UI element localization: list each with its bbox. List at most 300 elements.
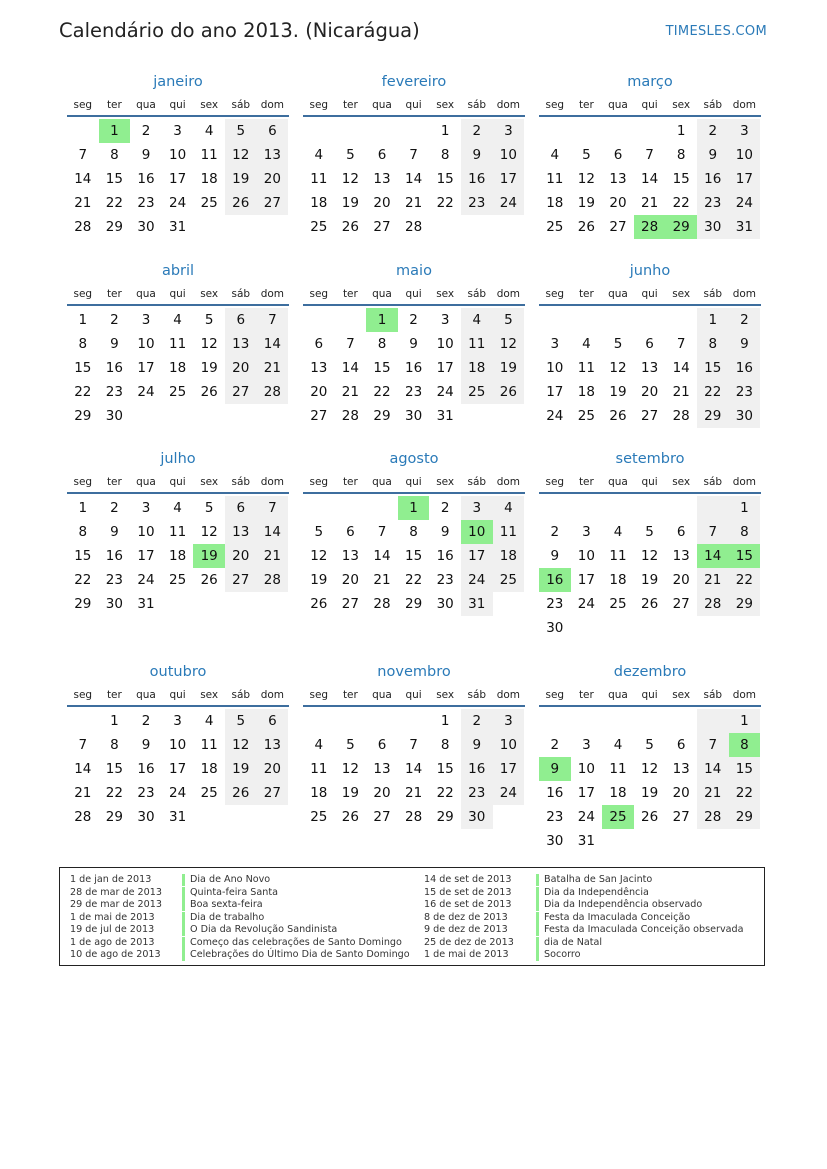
day-cell[interactable]: 30 [461,805,493,829]
day-cell[interactable]: 9 [461,143,493,167]
day-cell[interactable]: 19 [493,356,525,380]
day-cell[interactable]: 25 [546,219,564,235]
day-cell[interactable]: 26 [577,219,595,235]
day-cell[interactable]: 21 [373,572,391,588]
day-cell[interactable]: 28 [672,408,690,424]
day-cell[interactable]: 17 [493,757,525,781]
day-cell[interactable]: 18 [200,761,218,777]
day-cell[interactable]: 23 [546,596,564,612]
day-cell[interactable]: 26 [200,572,218,588]
day-cell[interactable]: 10 [493,733,525,757]
day-cell[interactable]: 7 [697,520,729,544]
day-cell[interactable]: 13 [672,761,690,777]
day-cell[interactable]: 20 [341,572,359,588]
day-cell[interactable]: 13 [257,733,289,757]
day-cell[interactable]: 29 [74,596,92,612]
day-cell[interactable]: 16 [137,171,155,187]
day-cell[interactable]: 29 [373,408,391,424]
day-cell[interactable]: 15 [105,761,123,777]
day-cell[interactable]: 21 [640,195,659,211]
day-cell[interactable]: 5 [314,524,324,540]
day-cell[interactable]: 18 [493,544,525,568]
day-cell[interactable]: 18 [200,171,218,187]
day-cell[interactable]: 15 [436,761,454,777]
holiday-day-cell[interactable]: 1 [398,496,430,520]
day-cell[interactable]: 16 [436,548,454,564]
day-cell[interactable]: 31 [729,215,761,239]
day-cell[interactable]: 4 [613,524,623,540]
day-cell[interactable]: 26 [493,380,525,404]
day-cell[interactable]: 6 [377,147,387,163]
day-cell[interactable]: 28 [257,380,289,404]
day-cell[interactable]: 26 [200,384,218,400]
holiday-day-cell[interactable]: 8 [729,733,761,757]
day-cell[interactable]: 1 [729,496,761,520]
day-cell[interactable]: 18 [168,548,187,564]
day-cell[interactable]: 29 [436,809,454,825]
day-cell[interactable]: 22 [105,785,123,801]
day-cell[interactable]: 3 [582,737,591,753]
day-cell[interactable]: 11 [310,761,328,777]
day-cell[interactable]: 14 [640,171,659,187]
day-cell[interactable]: 15 [729,757,761,781]
day-cell[interactable]: 15 [672,171,690,187]
day-cell[interactable]: 19 [200,360,218,376]
day-cell[interactable]: 25 [168,572,187,588]
day-cell[interactable]: 16 [546,785,564,801]
day-cell[interactable]: 15 [697,356,729,380]
day-cell[interactable]: 28 [257,568,289,592]
day-cell[interactable]: 2 [550,737,560,753]
day-cell[interactable]: 28 [74,809,92,825]
day-cell[interactable]: 4 [173,500,182,516]
holiday-day-cell[interactable]: 16 [539,568,571,592]
day-cell[interactable]: 25 [310,219,328,235]
day-cell[interactable]: 8 [110,147,119,163]
day-cell[interactable]: 20 [257,757,289,781]
day-cell[interactable]: 9 [110,336,119,352]
day-cell[interactable]: 15 [436,171,454,187]
day-cell[interactable]: 21 [74,785,92,801]
day-cell[interactable]: 2 [461,119,493,143]
day-cell[interactable]: 5 [346,737,355,753]
day-cell[interactable]: 24 [493,781,525,805]
day-cell[interactable]: 22 [404,572,423,588]
day-cell[interactable]: 21 [404,195,423,211]
day-cell[interactable]: 24 [461,568,493,592]
day-cell[interactable]: 20 [373,195,391,211]
day-cell[interactable]: 9 [461,733,493,757]
day-cell[interactable]: 4 [173,312,182,328]
day-cell[interactable]: 4 [204,123,214,139]
day-cell[interactable]: 7 [78,147,88,163]
day-cell[interactable]: 27 [373,219,391,235]
day-cell[interactable]: 29 [729,592,761,616]
holiday-day-cell[interactable]: 1 [99,119,131,143]
day-cell[interactable]: 11 [200,147,218,163]
day-cell[interactable]: 28 [404,809,423,825]
day-cell[interactable]: 20 [609,195,627,211]
day-cell[interactable]: 4 [204,713,214,729]
day-cell[interactable]: 24 [168,785,187,801]
day-cell[interactable]: 7 [676,336,686,352]
day-cell[interactable]: 14 [404,171,423,187]
day-cell[interactable]: 6 [645,336,654,352]
day-cell[interactable]: 27 [672,596,690,612]
day-cell[interactable]: 11 [168,524,187,540]
day-cell[interactable]: 17 [137,360,155,376]
day-cell[interactable]: 26 [609,408,627,424]
day-cell[interactable]: 7 [377,524,387,540]
day-cell[interactable]: 18 [609,785,627,801]
day-cell[interactable]: 12 [493,332,525,356]
day-cell[interactable]: 25 [461,380,493,404]
day-cell[interactable]: 13 [672,548,690,564]
day-cell[interactable]: 10 [546,360,564,376]
day-cell[interactable]: 5 [582,147,591,163]
day-cell[interactable]: 22 [729,568,761,592]
day-cell[interactable]: 7 [409,147,418,163]
day-cell[interactable]: 28 [697,592,729,616]
day-cell[interactable]: 17 [546,384,564,400]
day-cell[interactable]: 8 [78,524,88,540]
day-cell[interactable]: 5 [645,737,654,753]
day-cell[interactable]: 20 [225,544,257,568]
day-cell[interactable]: 7 [409,737,418,753]
day-cell[interactable]: 1 [78,312,88,328]
day-cell[interactable]: 13 [225,520,257,544]
day-cell[interactable]: 1 [697,308,729,332]
day-cell[interactable]: 1 [78,500,88,516]
day-cell[interactable]: 21 [257,544,289,568]
day-cell[interactable]: 6 [225,308,257,332]
day-cell[interactable]: 4 [550,147,560,163]
day-cell[interactable]: 30 [546,833,564,849]
day-cell[interactable]: 18 [546,195,564,211]
day-cell[interactable]: 10 [137,336,155,352]
day-cell[interactable]: 22 [74,572,92,588]
day-cell[interactable]: 3 [141,312,151,328]
day-cell[interactable]: 8 [697,332,729,356]
day-cell[interactable]: 14 [341,360,359,376]
day-cell[interactable]: 6 [613,147,623,163]
day-cell[interactable]: 18 [609,572,627,588]
day-cell[interactable]: 20 [672,785,690,801]
day-cell[interactable]: 30 [546,620,564,636]
day-cell[interactable]: 14 [74,761,92,777]
day-cell[interactable]: 27 [257,191,289,215]
day-cell[interactable]: 16 [404,360,423,376]
day-cell[interactable]: 23 [546,809,564,825]
day-cell[interactable]: 22 [373,384,391,400]
day-cell[interactable]: 30 [137,809,155,825]
day-cell[interactable]: 25 [200,195,218,211]
day-cell[interactable]: 21 [672,384,690,400]
day-cell[interactable]: 5 [204,500,214,516]
day-cell[interactable]: 20 [672,572,690,588]
day-cell[interactable]: 23 [137,195,155,211]
day-cell[interactable]: 23 [461,191,493,215]
day-cell[interactable]: 9 [141,737,151,753]
day-cell[interactable]: 31 [137,596,155,612]
day-cell[interactable]: 17 [436,360,454,376]
day-cell[interactable]: 22 [74,384,92,400]
day-cell[interactable]: 2 [461,709,493,733]
day-cell[interactable]: 17 [168,171,187,187]
day-cell[interactable]: 3 [141,500,151,516]
brand-link[interactable]: TIMESLES.COM [665,24,767,39]
day-cell[interactable]: 30 [105,408,123,424]
day-cell[interactable]: 7 [645,147,654,163]
day-cell[interactable]: 3 [440,312,450,328]
day-cell[interactable]: 28 [341,408,359,424]
day-cell[interactable]: 11 [461,332,493,356]
day-cell[interactable]: 21 [257,356,289,380]
day-cell[interactable]: 23 [729,380,761,404]
day-cell[interactable]: 14 [404,761,423,777]
day-cell[interactable]: 19 [640,572,659,588]
day-cell[interactable]: 14 [697,757,729,781]
day-cell[interactable]: 9 [729,332,761,356]
day-cell[interactable]: 2 [110,500,119,516]
day-cell[interactable]: 19 [609,384,627,400]
day-cell[interactable]: 18 [577,384,595,400]
day-cell[interactable]: 4 [461,308,493,332]
day-cell[interactable]: 25 [200,785,218,801]
day-cell[interactable]: 3 [493,119,525,143]
day-cell[interactable]: 11 [200,737,218,753]
day-cell[interactable]: 1 [110,713,119,729]
day-cell[interactable]: 27 [672,809,690,825]
day-cell[interactable]: 3 [729,119,761,143]
day-cell[interactable]: 12 [341,761,359,777]
day-cell[interactable]: 3 [173,123,182,139]
day-cell[interactable]: 8 [440,737,450,753]
day-cell[interactable]: 8 [440,147,450,163]
day-cell[interactable]: 29 [74,408,92,424]
day-cell[interactable]: 28 [404,219,423,235]
day-cell[interactable]: 4 [582,336,591,352]
day-cell[interactable]: 22 [105,195,123,211]
day-cell[interactable]: 7 [257,308,289,332]
day-cell[interactable]: 17 [577,572,595,588]
day-cell[interactable]: 24 [577,809,595,825]
holiday-day-cell[interactable]: 25 [602,805,634,829]
day-cell[interactable]: 29 [729,805,761,829]
day-cell[interactable]: 31 [168,809,187,825]
day-cell[interactable]: 29 [105,219,123,235]
day-cell[interactable]: 28 [697,805,729,829]
day-cell[interactable]: 12 [225,143,257,167]
day-cell[interactable]: 2 [440,500,450,516]
day-cell[interactable]: 15 [105,171,123,187]
day-cell[interactable]: 11 [609,548,627,564]
day-cell[interactable]: 12 [225,733,257,757]
day-cell[interactable]: 22 [436,195,454,211]
day-cell[interactable]: 16 [105,548,123,564]
day-cell[interactable]: 10 [436,336,454,352]
day-cell[interactable]: 6 [257,119,289,143]
day-cell[interactable]: 16 [137,761,155,777]
day-cell[interactable]: 14 [257,520,289,544]
day-cell[interactable]: 9 [697,143,729,167]
day-cell[interactable]: 9 [409,336,418,352]
day-cell[interactable]: 17 [493,167,525,191]
day-cell[interactable]: 18 [461,356,493,380]
day-cell[interactable]: 21 [404,785,423,801]
day-cell[interactable]: 26 [640,596,659,612]
day-cell[interactable]: 17 [461,544,493,568]
day-cell[interactable]: 1 [729,709,761,733]
day-cell[interactable]: 10 [168,737,187,753]
day-cell[interactable]: 26 [310,596,328,612]
day-cell[interactable]: 29 [697,404,729,428]
day-cell[interactable]: 11 [310,171,328,187]
day-cell[interactable]: 2 [550,524,560,540]
day-cell[interactable]: 2 [697,119,729,143]
day-cell[interactable]: 31 [461,592,493,616]
day-cell[interactable]: 29 [105,809,123,825]
day-cell[interactable]: 24 [546,408,564,424]
day-cell[interactable]: 22 [697,380,729,404]
day-cell[interactable]: 10 [493,143,525,167]
day-cell[interactable]: 16 [697,167,729,191]
day-cell[interactable]: 12 [577,171,595,187]
day-cell[interactable]: 25 [577,408,595,424]
day-cell[interactable]: 18 [310,785,328,801]
day-cell[interactable]: 17 [168,761,187,777]
day-cell[interactable]: 30 [436,596,454,612]
day-cell[interactable]: 27 [225,380,257,404]
day-cell[interactable]: 16 [461,167,493,191]
day-cell[interactable]: 8 [729,520,761,544]
day-cell[interactable]: 13 [373,761,391,777]
day-cell[interactable]: 21 [341,384,359,400]
day-cell[interactable]: 6 [257,709,289,733]
day-cell[interactable]: 13 [373,171,391,187]
day-cell[interactable]: 20 [257,167,289,191]
day-cell[interactable]: 27 [640,408,659,424]
day-cell[interactable]: 8 [409,524,418,540]
day-cell[interactable]: 16 [729,356,761,380]
holiday-day-cell[interactable]: 1 [366,308,398,332]
day-cell[interactable]: 30 [137,219,155,235]
day-cell[interactable]: 2 [409,312,418,328]
day-cell[interactable]: 19 [577,195,595,211]
day-cell[interactable]: 13 [225,332,257,356]
day-cell[interactable]: 19 [225,167,257,191]
day-cell[interactable]: 3 [461,496,493,520]
day-cell[interactable]: 18 [310,195,328,211]
day-cell[interactable]: 24 [137,572,155,588]
day-cell[interactable]: 27 [257,781,289,805]
day-cell[interactable]: 8 [377,336,387,352]
day-cell[interactable]: 10 [137,524,155,540]
day-cell[interactable]: 2 [729,308,761,332]
day-cell[interactable]: 8 [78,336,88,352]
day-cell[interactable]: 23 [436,572,454,588]
day-cell[interactable]: 11 [577,360,595,376]
day-cell[interactable]: 25 [493,568,525,592]
day-cell[interactable]: 23 [461,781,493,805]
day-cell[interactable]: 1 [676,123,686,139]
day-cell[interactable]: 16 [105,360,123,376]
day-cell[interactable]: 19 [310,572,328,588]
day-cell[interactable]: 7 [346,336,355,352]
day-cell[interactable]: 14 [373,548,391,564]
day-cell[interactable]: 11 [168,336,187,352]
day-cell[interactable]: 26 [225,191,257,215]
day-cell[interactable]: 23 [697,191,729,215]
day-cell[interactable]: 13 [310,360,328,376]
day-cell[interactable]: 29 [404,596,423,612]
day-cell[interactable]: 19 [341,785,359,801]
day-cell[interactable]: 6 [225,496,257,520]
holiday-day-cell[interactable]: 28 [634,215,666,239]
day-cell[interactable]: 27 [341,596,359,612]
day-cell[interactable]: 19 [225,757,257,781]
day-cell[interactable]: 28 [74,219,92,235]
day-cell[interactable]: 26 [341,809,359,825]
day-cell[interactable]: 21 [74,195,92,211]
holiday-day-cell[interactable]: 14 [697,544,729,568]
day-cell[interactable]: 5 [493,308,525,332]
day-cell[interactable]: 3 [173,713,182,729]
day-cell[interactable]: 12 [640,548,659,564]
day-cell[interactable]: 19 [341,195,359,211]
day-cell[interactable]: 24 [729,191,761,215]
day-cell[interactable]: 5 [204,312,214,328]
day-cell[interactable]: 30 [404,408,423,424]
day-cell[interactable]: 24 [137,384,155,400]
day-cell[interactable]: 15 [74,360,92,376]
day-cell[interactable]: 12 [341,171,359,187]
holiday-day-cell[interactable]: 15 [729,544,761,568]
day-cell[interactable]: 23 [137,785,155,801]
day-cell[interactable]: 17 [729,167,761,191]
day-cell[interactable]: 20 [373,785,391,801]
day-cell[interactable]: 31 [577,833,595,849]
day-cell[interactable]: 26 [225,781,257,805]
holiday-day-cell[interactable]: 10 [461,520,493,544]
day-cell[interactable]: 31 [436,408,454,424]
day-cell[interactable]: 8 [110,737,119,753]
day-cell[interactable]: 5 [225,709,257,733]
day-cell[interactable]: 30 [105,596,123,612]
day-cell[interactable]: 22 [436,785,454,801]
day-cell[interactable]: 13 [640,360,659,376]
day-cell[interactable]: 8 [676,147,686,163]
day-cell[interactable]: 17 [137,548,155,564]
day-cell[interactable]: 5 [346,147,355,163]
day-cell[interactable]: 4 [493,496,525,520]
day-cell[interactable]: 27 [373,809,391,825]
day-cell[interactable]: 14 [74,171,92,187]
day-cell[interactable]: 5 [225,119,257,143]
day-cell[interactable]: 23 [404,384,423,400]
day-cell[interactable]: 13 [257,143,289,167]
day-cell[interactable]: 4 [314,737,324,753]
day-cell[interactable]: 17 [577,785,595,801]
day-cell[interactable]: 27 [609,219,627,235]
day-cell[interactable]: 1 [440,123,450,139]
day-cell[interactable]: 24 [168,195,187,211]
day-cell[interactable]: 14 [257,332,289,356]
day-cell[interactable]: 6 [346,524,355,540]
day-cell[interactable]: 18 [168,360,187,376]
day-cell[interactable]: 12 [609,360,627,376]
day-cell[interactable]: 22 [672,195,690,211]
